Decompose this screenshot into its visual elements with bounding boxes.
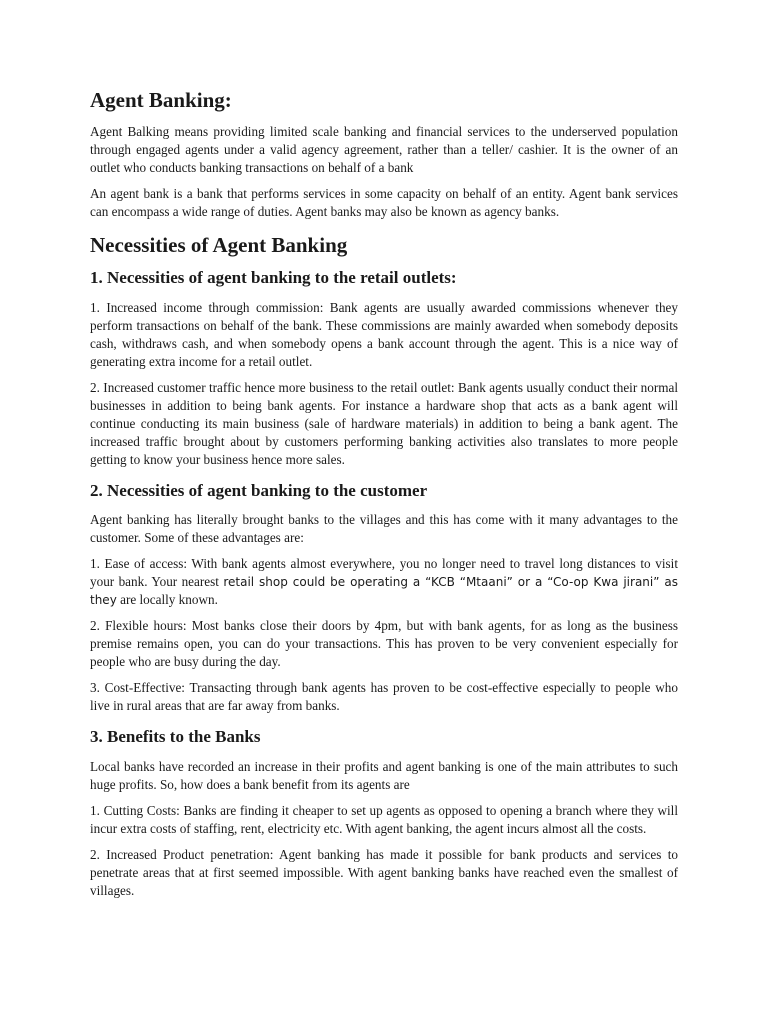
s2-p1-part-b: retail shop could be operating a “KCB “Mtaani” or a “Co-op Kwa jirani” as they — [90, 575, 678, 608]
section-3-intro: Local banks have recorded an increase in their profits and agent banking is one of the main attributes to such huge profits. So, how does a bank benefit from its agents are — [90, 758, 678, 792]
section-1-paragraph-1: 1. Increased income through commission: Bank agents are usually awarded commissions whenever they perform transactions on behalf of the bank. These commissions are mainly awarded when somebody deposits cash, withdraws cash, and when somebody opens a bank account through the agent. This is a nice way of generating extra income for a retail outlet. — [90, 299, 678, 369]
intro-paragraph-1: Agent Balking means providing limited scale banking and financial services to the underserved population through engaged agents under a valid agency agreement, rather than a teller/ cashier. It is the owner of an outlet who conducts banking transactions on behalf of a bank — [90, 124, 678, 176]
intro-paragraph-2: An agent bank is a bank that performs services in some capacity on behalf of an entity. Agent bank services can encompass a wide range of duties. Agent banks may also be known as agency banks. — [90, 186, 678, 220]
section-title: Necessities of Agent Banking — [90, 233, 348, 258]
section-1-paragraph-2: 2. Increased customer traffic hence more business to the retail outlet: Bank agents usually conduct their normal businesses in addition to being bank agents. For instance a hardware shop that acts as a bank agent will continue conducting its main business (sale of hardware materials) in addition to being a bank agent. The increased traffic brought about by customers performing banking activities also translates to more people getting to know your business hence more sales. — [90, 379, 678, 467]
s2-p1-part-c: are locally known. — [116, 592, 218, 608]
section-3-paragraph-2: 2. Increased Product penetration: Agent banking has made it possible for bank products and services to penetrate areas that at first seemed impossible. With agent banking banks have reached even the smallest of villages. — [90, 846, 678, 898]
section-3-heading: 3. Benefits to the Banks — [90, 727, 261, 747]
doc-title: Agent Banking: — [90, 88, 232, 112]
section-2-paragraph-2: 2. Flexible hours: Most banks close their doors by 4pm, but with bank agents, for as long as the business premise remains open, you can do your transactions. This has proven to be very convenient especially for people who are busy during the day. — [90, 618, 678, 670]
s2-p1-part-a: 1. Ease of access: With bank agents almost everywhere, you no longer need to travel long distances to visit your bank. Your nearest — [90, 556, 678, 590]
section-2-paragraph-3: 3. Cost-Effective: Transacting through bank agents has proven to be cost-effective especially to people who live in rural areas that are far away from banks. — [90, 680, 678, 714]
section-3-paragraph-1: 1. Cutting Costs: Banks are finding it cheaper to set up agents as opposed to opening a branch where they will incur extra costs of staffing, rent, electricity etc. With agent banking, the agent incurs almost all the costs. — [90, 802, 678, 836]
section-2-intro: Agent banking has literally brought banks to the villages and this has come with it many advantages to the customer. Some of these advantages are: — [90, 512, 678, 546]
section-1-heading: 1. Necessities of agent banking to the retail outlets: — [90, 268, 457, 288]
section-2-paragraph-1 — [90, 555, 678, 609]
section-2-heading: 2. Necessities of agent banking to the customer — [90, 480, 428, 500]
